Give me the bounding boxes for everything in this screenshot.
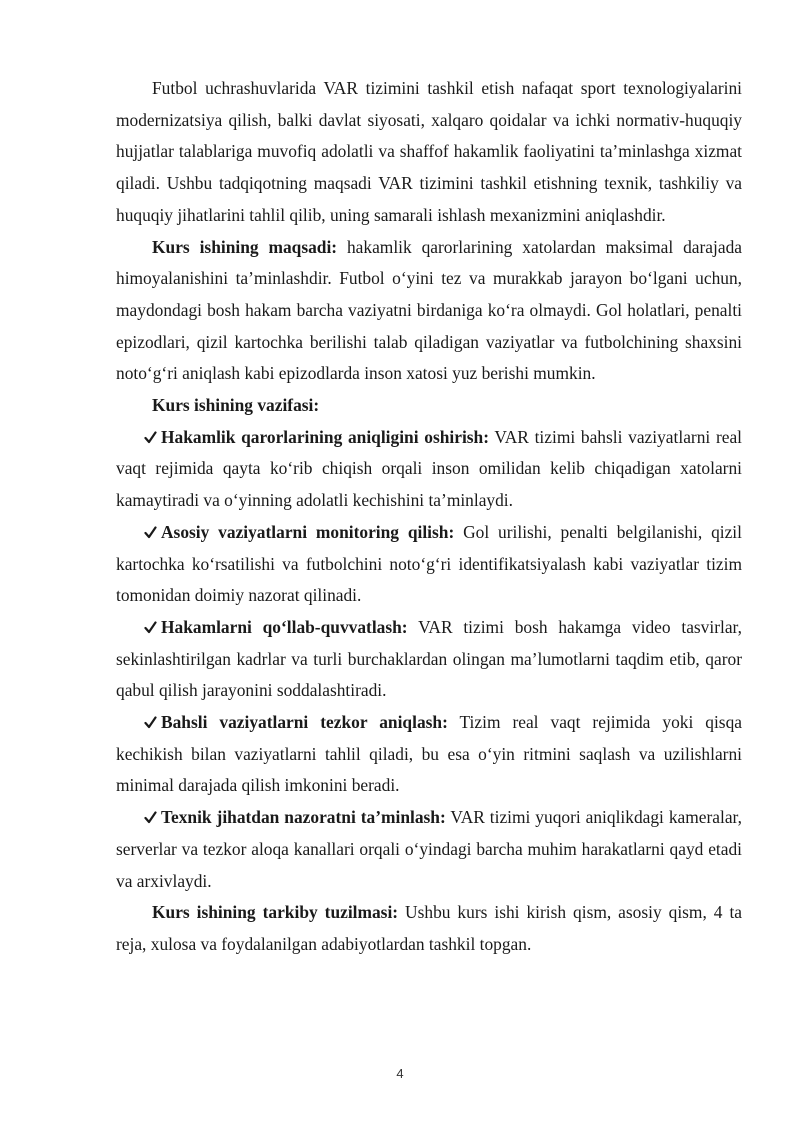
structure-paragraph bbox=[116, 897, 742, 960]
task-item bbox=[116, 517, 742, 612]
task-text: VAR tizimi bosh hakamga video tasvirlar, sekinlashtirilgan kadrlar va turli burchaklardan olingan ma’lumotlarni taqdim etib, qaror qabul qilish jarayonini soddalashtiradi. bbox=[116, 616, 742, 701]
task-item bbox=[116, 422, 742, 517]
task-item bbox=[116, 802, 742, 897]
intro-paragraph: Futbol uchrashuvlarida VAR tizimini tashkil etish nafaqat sport texnologiyalarini modernizatsiya qilish, balki davlat siyosati, xalqaro qoidalar va ichki normativ-huquqiy hujjatlar talablariga muvofiq adolatli va shaffof hakamlik faoliyatini ta’minlashga xizmat qiladi. Ushbu tadqiqotning maqsadi VAR tizimini tashkil etishning texnik, tashkiliy va huquqiy jihatlarini tahlil qilib, uning samarali ishlash mexanizmini aniqlashdir. bbox=[116, 78, 742, 225]
checkmark-icon bbox=[144, 517, 157, 549]
goal-text: hakamlik qarorlarining xatolardan maksimal darajada himoyalanishini ta’minlashdir. Futbol o‘yini tez va murakkab jarayon bo‘lgani uchun, maydondagi bosh hakam barcha vaziyatni birdaniga ko‘ra olmaydi. Gol holatlari, penalti epizodlari, qizil kartochka berilishi talab qiladigan vaziyatlar va futbolchining shaxsini noto‘g‘ri aniqlash kabi epizodlarda inson xatosi yuz berishi mumkin. bbox=[116, 236, 742, 384]
task-text: VAR tizimi yuqori aniqlikdagi kameralar, serverlar va tezkor aloqa kanallari orqali o‘yindagi barcha muhim harakatlarni qayd etadi va arxivlaydi. bbox=[116, 807, 742, 891]
task-text: Tizim real vaqt rejimida yoki qisqa kechikish bilan vaziyatlarni tahlil qiladi, bu esa o‘yin ritmini saqlash va uzilishlarni minimal darajada qilish imkonini beradi. bbox=[116, 712, 742, 796]
task-item bbox=[116, 707, 742, 802]
structure-text: Ushbu kurs ishi kirish qism, asosiy qism, 4 ta reja, xulosa va foydalanilgan adabiyotlardan tashkil topgan. bbox=[116, 902, 742, 954]
checkmark-icon bbox=[144, 422, 157, 454]
goal-paragraph bbox=[116, 232, 742, 391]
task-item bbox=[116, 612, 742, 707]
task-title: Bahsli vaziyatlarni tezkor aniqlash: bbox=[161, 712, 448, 733]
tasks-heading bbox=[116, 390, 742, 422]
structure-label: Kurs ishining tarkiby tuzilmasi: bbox=[152, 902, 399, 923]
task-title: Hakamlarni qo‘llab-quvvatlash: bbox=[161, 616, 408, 637]
checkmark-icon bbox=[144, 612, 157, 644]
task-title: Hakamlik qarorlarining aniqligini oshirish: bbox=[161, 426, 490, 447]
page-number: 4 bbox=[396, 1066, 404, 1081]
task-text: VAR tizimi bahsli vaziyatlarni real vaqt rejimida qayta ko‘rib chiqish orqali inson omilidan kelib chiqadigan xatolarni kamaytiradi va o‘yinning adolatli kechishini ta’minlaydi. bbox=[116, 426, 743, 511]
goal-label: Kurs ishining maqsadi: bbox=[152, 236, 338, 257]
task-title: Texnik jihatdan nazoratni ta’minlash: bbox=[161, 807, 446, 828]
body-text bbox=[116, 73, 742, 961]
task-text: Gol urilishi, penalti belgilanishi, qizil kartochka ko‘rsatilishi va futbolchini noto‘g‘ri identifikatsiyalash kabi vaziyatlar tizim tomonidan doimiy nazorat qilinadi. bbox=[116, 521, 742, 606]
tasks-label: Kurs ishining vazifasi: bbox=[152, 395, 320, 416]
task-title: Asosiy vaziyatlarni monitoring qilish: bbox=[161, 521, 455, 542]
checkmark-icon bbox=[144, 707, 157, 739]
checkmark-icon bbox=[144, 802, 157, 834]
